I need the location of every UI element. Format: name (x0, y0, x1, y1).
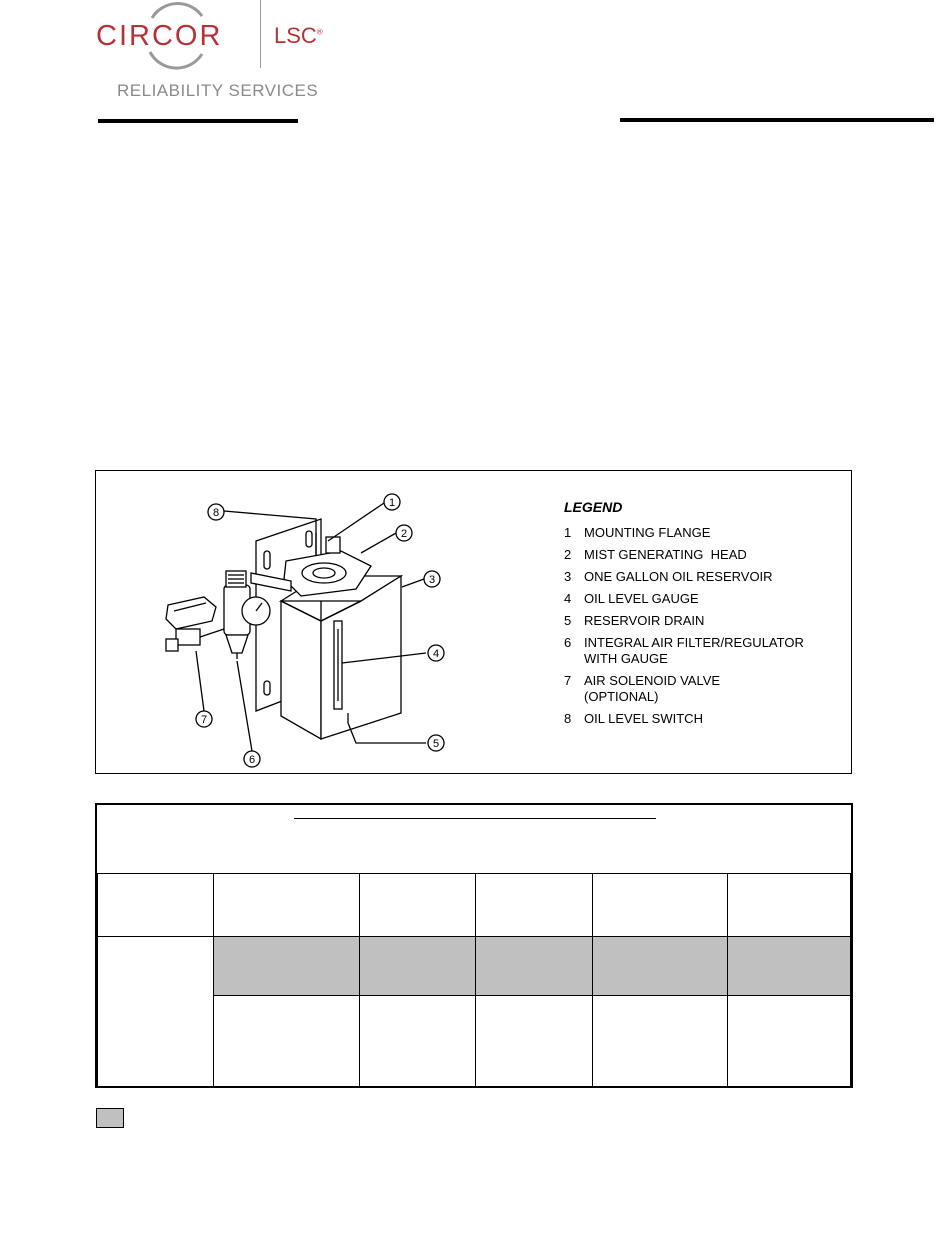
table-header-cell (728, 874, 851, 937)
legend-item-number: 7 (564, 673, 572, 688)
legend-item-number: 1 (564, 525, 572, 540)
legend-item (564, 613, 844, 629)
specification-table-panel (95, 803, 853, 1088)
legend-item-number: 4 (564, 591, 572, 606)
legend-title: LEGEND (564, 499, 623, 515)
logo-brand: CIRCOR (96, 20, 223, 52)
table-cell (476, 996, 593, 1087)
table-cell (359, 996, 476, 1087)
callout-4: 4 (432, 648, 440, 660)
logo-registered-mark: ® (316, 27, 323, 37)
callout-3: 3 (428, 574, 436, 586)
legend-item-label: OIL LEVEL GAUGE (584, 591, 699, 606)
legend-item-label: AIR SOLENOID VALVE (OPTIONAL) (584, 673, 721, 704)
legend-item-number: 8 (564, 711, 572, 726)
legend-item (564, 591, 844, 607)
callout-1: 1 (388, 497, 396, 509)
shading-key-swatch (96, 1108, 124, 1128)
logo-product-text: LSC (274, 23, 317, 48)
legend-item-number: 3 (564, 569, 572, 584)
legend-item-label: MOUNTING FLANGE (584, 525, 711, 540)
spec-title-underline (294, 818, 656, 819)
logo-product (274, 23, 323, 49)
table-cell-shaded (476, 937, 593, 996)
table-cell-shaded (593, 937, 728, 996)
table-header-cell (593, 874, 728, 937)
table-cell (593, 996, 728, 1087)
solenoid-valve-shape (166, 597, 216, 629)
legend-item (564, 525, 844, 541)
callout-7: 7 (200, 714, 208, 726)
table-cell-shaded (728, 937, 851, 996)
callout-5: 5 (432, 738, 440, 750)
legend-item (564, 711, 844, 727)
callout-8: 8 (212, 507, 220, 519)
callout-2: 2 (400, 528, 408, 540)
legend-item-number: 2 (564, 547, 572, 562)
table-header-cell (476, 874, 593, 937)
figure-panel (95, 470, 852, 774)
table-cell (728, 996, 851, 1087)
company-logo (92, 0, 342, 105)
logo-tagline: RELIABILITY SERVICES (117, 81, 319, 100)
table-cell-shaded (359, 937, 476, 996)
specification-table (97, 873, 851, 1087)
legend-item-label: OIL LEVEL SWITCH (584, 711, 703, 726)
legend-item-label: RESERVOIR DRAIN (584, 613, 705, 628)
legend-item-number: 6 (564, 635, 572, 650)
table-header-row (98, 874, 851, 937)
table-cell (98, 937, 214, 1087)
table-cell (213, 996, 359, 1087)
table-header-cell (98, 874, 214, 937)
legend-item-number: 5 (564, 613, 572, 628)
table-cell-shaded (213, 937, 359, 996)
header-rule-right (620, 118, 934, 122)
logo-divider (260, 0, 261, 68)
callout-6: 6 (248, 754, 256, 766)
legend-item-label: ONE GALLON OIL RESERVOIR (584, 569, 773, 584)
table-header-cell (359, 874, 476, 937)
header-rule-left (98, 119, 298, 123)
table-row (98, 937, 851, 996)
legend-item (564, 673, 844, 705)
legend-item-label: MIST GENERATING HEAD (584, 547, 747, 562)
legend (564, 499, 844, 733)
legend-item (564, 635, 844, 667)
lubricator-diagram (156, 481, 476, 771)
table-header-cell (213, 874, 359, 937)
legend-item (564, 569, 844, 585)
legend-item-label: INTEGRAL AIR FILTER/REGULATOR WITH GAUGE (584, 635, 804, 666)
legend-item (564, 547, 844, 563)
